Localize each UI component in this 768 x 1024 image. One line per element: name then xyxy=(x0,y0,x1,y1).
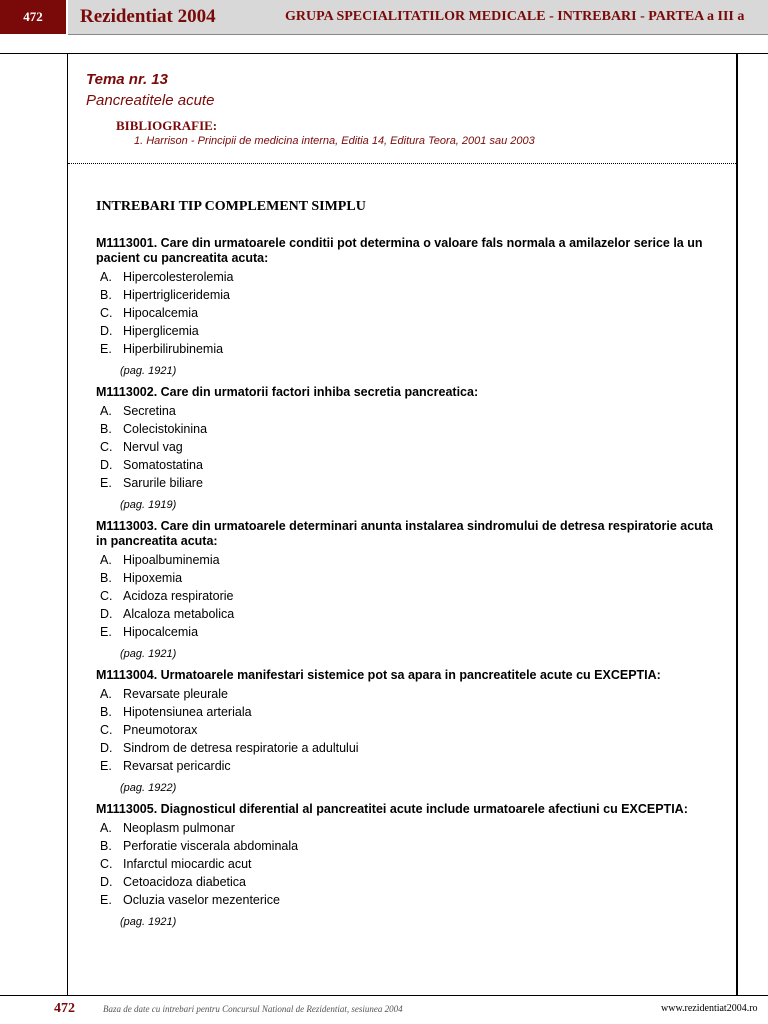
option-text: Nervul vag xyxy=(123,440,183,454)
option-letter: D. xyxy=(100,741,113,755)
answer-option xyxy=(96,420,726,438)
theme-number: Tema nr. 13 xyxy=(86,71,168,88)
answer-option xyxy=(96,605,726,623)
option-letter: E. xyxy=(100,759,112,773)
option-letter: D. xyxy=(100,324,113,338)
option-text: Hipertrigliceridemia xyxy=(123,288,230,302)
question-text: M1113001. Care din urmatoarele conditii pot determina o valoare fals normala a amilazelor serice la un pacient cu pancreatita acuta: xyxy=(96,236,703,265)
answer-options xyxy=(96,268,726,358)
answer-option xyxy=(96,456,726,474)
option-letter: E. xyxy=(100,476,112,490)
answer-option xyxy=(96,873,726,891)
option-text: Pneumotorax xyxy=(123,723,198,737)
page-reference: (pag. 1919) xyxy=(120,499,177,511)
option-text: Hipercolesterolemia xyxy=(123,270,234,284)
option-letter: D. xyxy=(100,458,113,472)
option-letter: B. xyxy=(100,839,112,853)
option-letter: A. xyxy=(100,270,112,284)
answer-option xyxy=(96,304,726,322)
left-border xyxy=(67,54,68,995)
option-text: Colecistokinina xyxy=(123,422,208,436)
answer-option xyxy=(96,402,726,420)
page-reference: (pag. 1922) xyxy=(120,782,177,794)
answer-option xyxy=(96,837,726,855)
header-section: GRUPA SPECIALITATILOR MEDICALE - INTREBARI - PARTEA a III a xyxy=(285,9,745,24)
option-letter: E. xyxy=(100,625,112,639)
answer-option xyxy=(96,623,726,641)
option-text: Perforatie viscerala abdominala xyxy=(123,839,299,853)
top-rule xyxy=(0,53,768,54)
page-reference: (pag. 1921) xyxy=(120,365,177,377)
question-block xyxy=(96,668,726,795)
right-border xyxy=(736,54,738,995)
option-text: Cetoacidoza diabetica xyxy=(123,875,246,889)
question-block xyxy=(96,519,726,661)
option-text: Revarsat pericardic xyxy=(123,759,231,773)
option-text: Ocluzia vaselor mezenterice xyxy=(123,893,281,907)
option-letter: C. xyxy=(100,440,113,454)
question-block xyxy=(96,236,726,378)
answer-option xyxy=(96,757,726,775)
answer-option xyxy=(96,268,726,286)
option-text: Hipocalcemia xyxy=(123,625,199,639)
option-text: Hiperglicemia xyxy=(123,324,199,338)
footer-page-number: 472 xyxy=(54,1001,75,1016)
answer-options xyxy=(96,819,726,909)
answer-option xyxy=(96,721,726,739)
question-text: M1113004. Urmatoarele manifestari sistemice pot sa apara in pancreatitele acute cu EXCEPTIA: xyxy=(96,668,661,682)
question-text: M1113005. Diagnosticul diferential al pancreatitei acute include urmatoarele afectiuni cu EXCEPTIA: xyxy=(96,802,688,816)
answer-option xyxy=(96,855,726,873)
option-text: Hipoxemia xyxy=(123,571,183,585)
option-letter: E. xyxy=(100,342,112,356)
option-text: Hiperbilirubinemia xyxy=(123,342,224,356)
option-text: Hipoalbuminemia xyxy=(123,553,220,567)
option-letter: C. xyxy=(100,306,113,320)
option-letter: D. xyxy=(100,607,113,621)
answer-option xyxy=(96,703,726,721)
bibliography-item: 1. Harrison - Principii de medicina interna, Editia 14, Editura Teora, 2001 sau 2003 xyxy=(134,135,535,147)
option-text: Acidoza respiratorie xyxy=(123,589,234,603)
answer-option xyxy=(96,438,726,456)
answer-option xyxy=(96,322,726,340)
answer-option xyxy=(96,587,726,605)
option-text: Sindrom de detresa respiratorie a adultului xyxy=(123,741,359,755)
option-text: Sarurile biliare xyxy=(123,476,203,490)
page-reference: (pag. 1921) xyxy=(120,916,177,928)
option-letter: C. xyxy=(100,723,113,737)
answer-option xyxy=(96,569,726,587)
header-bar xyxy=(68,0,768,35)
option-letter: B. xyxy=(100,422,112,436)
question-text: M1113003. Care din urmatoarele determinari anunta instalarea sindromului de detresa respiratorie acuta in pancreatita acuta: xyxy=(96,519,713,548)
bottom-rule xyxy=(0,995,768,996)
page-header xyxy=(0,0,768,36)
answer-option xyxy=(96,891,726,909)
footer-url: www.rezidentiat2004.ro xyxy=(661,1003,758,1014)
option-text: Hipocalcemia xyxy=(123,306,199,320)
answer-option xyxy=(96,739,726,757)
option-text: Alcaloza metabolica xyxy=(123,607,235,621)
option-letter: B. xyxy=(100,705,112,719)
header-title: Rezidentiat 2004 xyxy=(80,6,216,27)
bibliography-label: BIBLIOGRAFIE: xyxy=(116,118,218,133)
question-list xyxy=(96,236,726,936)
question-block xyxy=(96,385,726,512)
question-text: M1113002. Care din urmatorii factori inhiba secretia pancreatica: xyxy=(96,385,479,399)
theme-title: Pancreatitele acute xyxy=(86,92,215,109)
answer-option xyxy=(96,685,726,703)
option-text: Hipotensiunea arteriala xyxy=(123,705,252,719)
option-letter: B. xyxy=(100,288,112,302)
answer-options xyxy=(96,551,726,641)
answer-option xyxy=(96,474,726,492)
footer-note: Baza de date cu intrebari pentru Concursul National de Rezidentiat, sesiunea 2004 xyxy=(103,1004,403,1014)
option-letter: A. xyxy=(100,687,112,701)
option-text: Revarsate pleurale xyxy=(123,687,228,701)
header-page-number: 472 xyxy=(0,0,66,34)
option-letter: B. xyxy=(100,571,112,585)
answer-options xyxy=(96,402,726,492)
section-heading: INTREBARI TIP COMPLEMENT SIMPLU xyxy=(96,199,366,214)
answer-options xyxy=(96,685,726,775)
answer-option xyxy=(96,286,726,304)
answer-option xyxy=(96,551,726,569)
option-text: Infarctul miocardic acut xyxy=(123,857,252,871)
dotted-divider xyxy=(68,163,736,164)
option-letter: E. xyxy=(100,893,112,907)
option-letter: A. xyxy=(100,821,112,835)
option-text: Neoplasm pulmonar xyxy=(123,821,235,835)
option-letter: A. xyxy=(100,553,112,567)
option-text: Secretina xyxy=(123,404,176,418)
option-letter: D. xyxy=(100,875,113,889)
option-text: Somatostatina xyxy=(123,458,203,472)
page-reference: (pag. 1921) xyxy=(120,648,177,660)
option-letter: C. xyxy=(100,857,113,871)
option-letter: A. xyxy=(100,404,112,418)
question-block xyxy=(96,802,726,929)
answer-option xyxy=(96,340,726,358)
option-letter: C. xyxy=(100,589,113,603)
answer-option xyxy=(96,819,726,837)
